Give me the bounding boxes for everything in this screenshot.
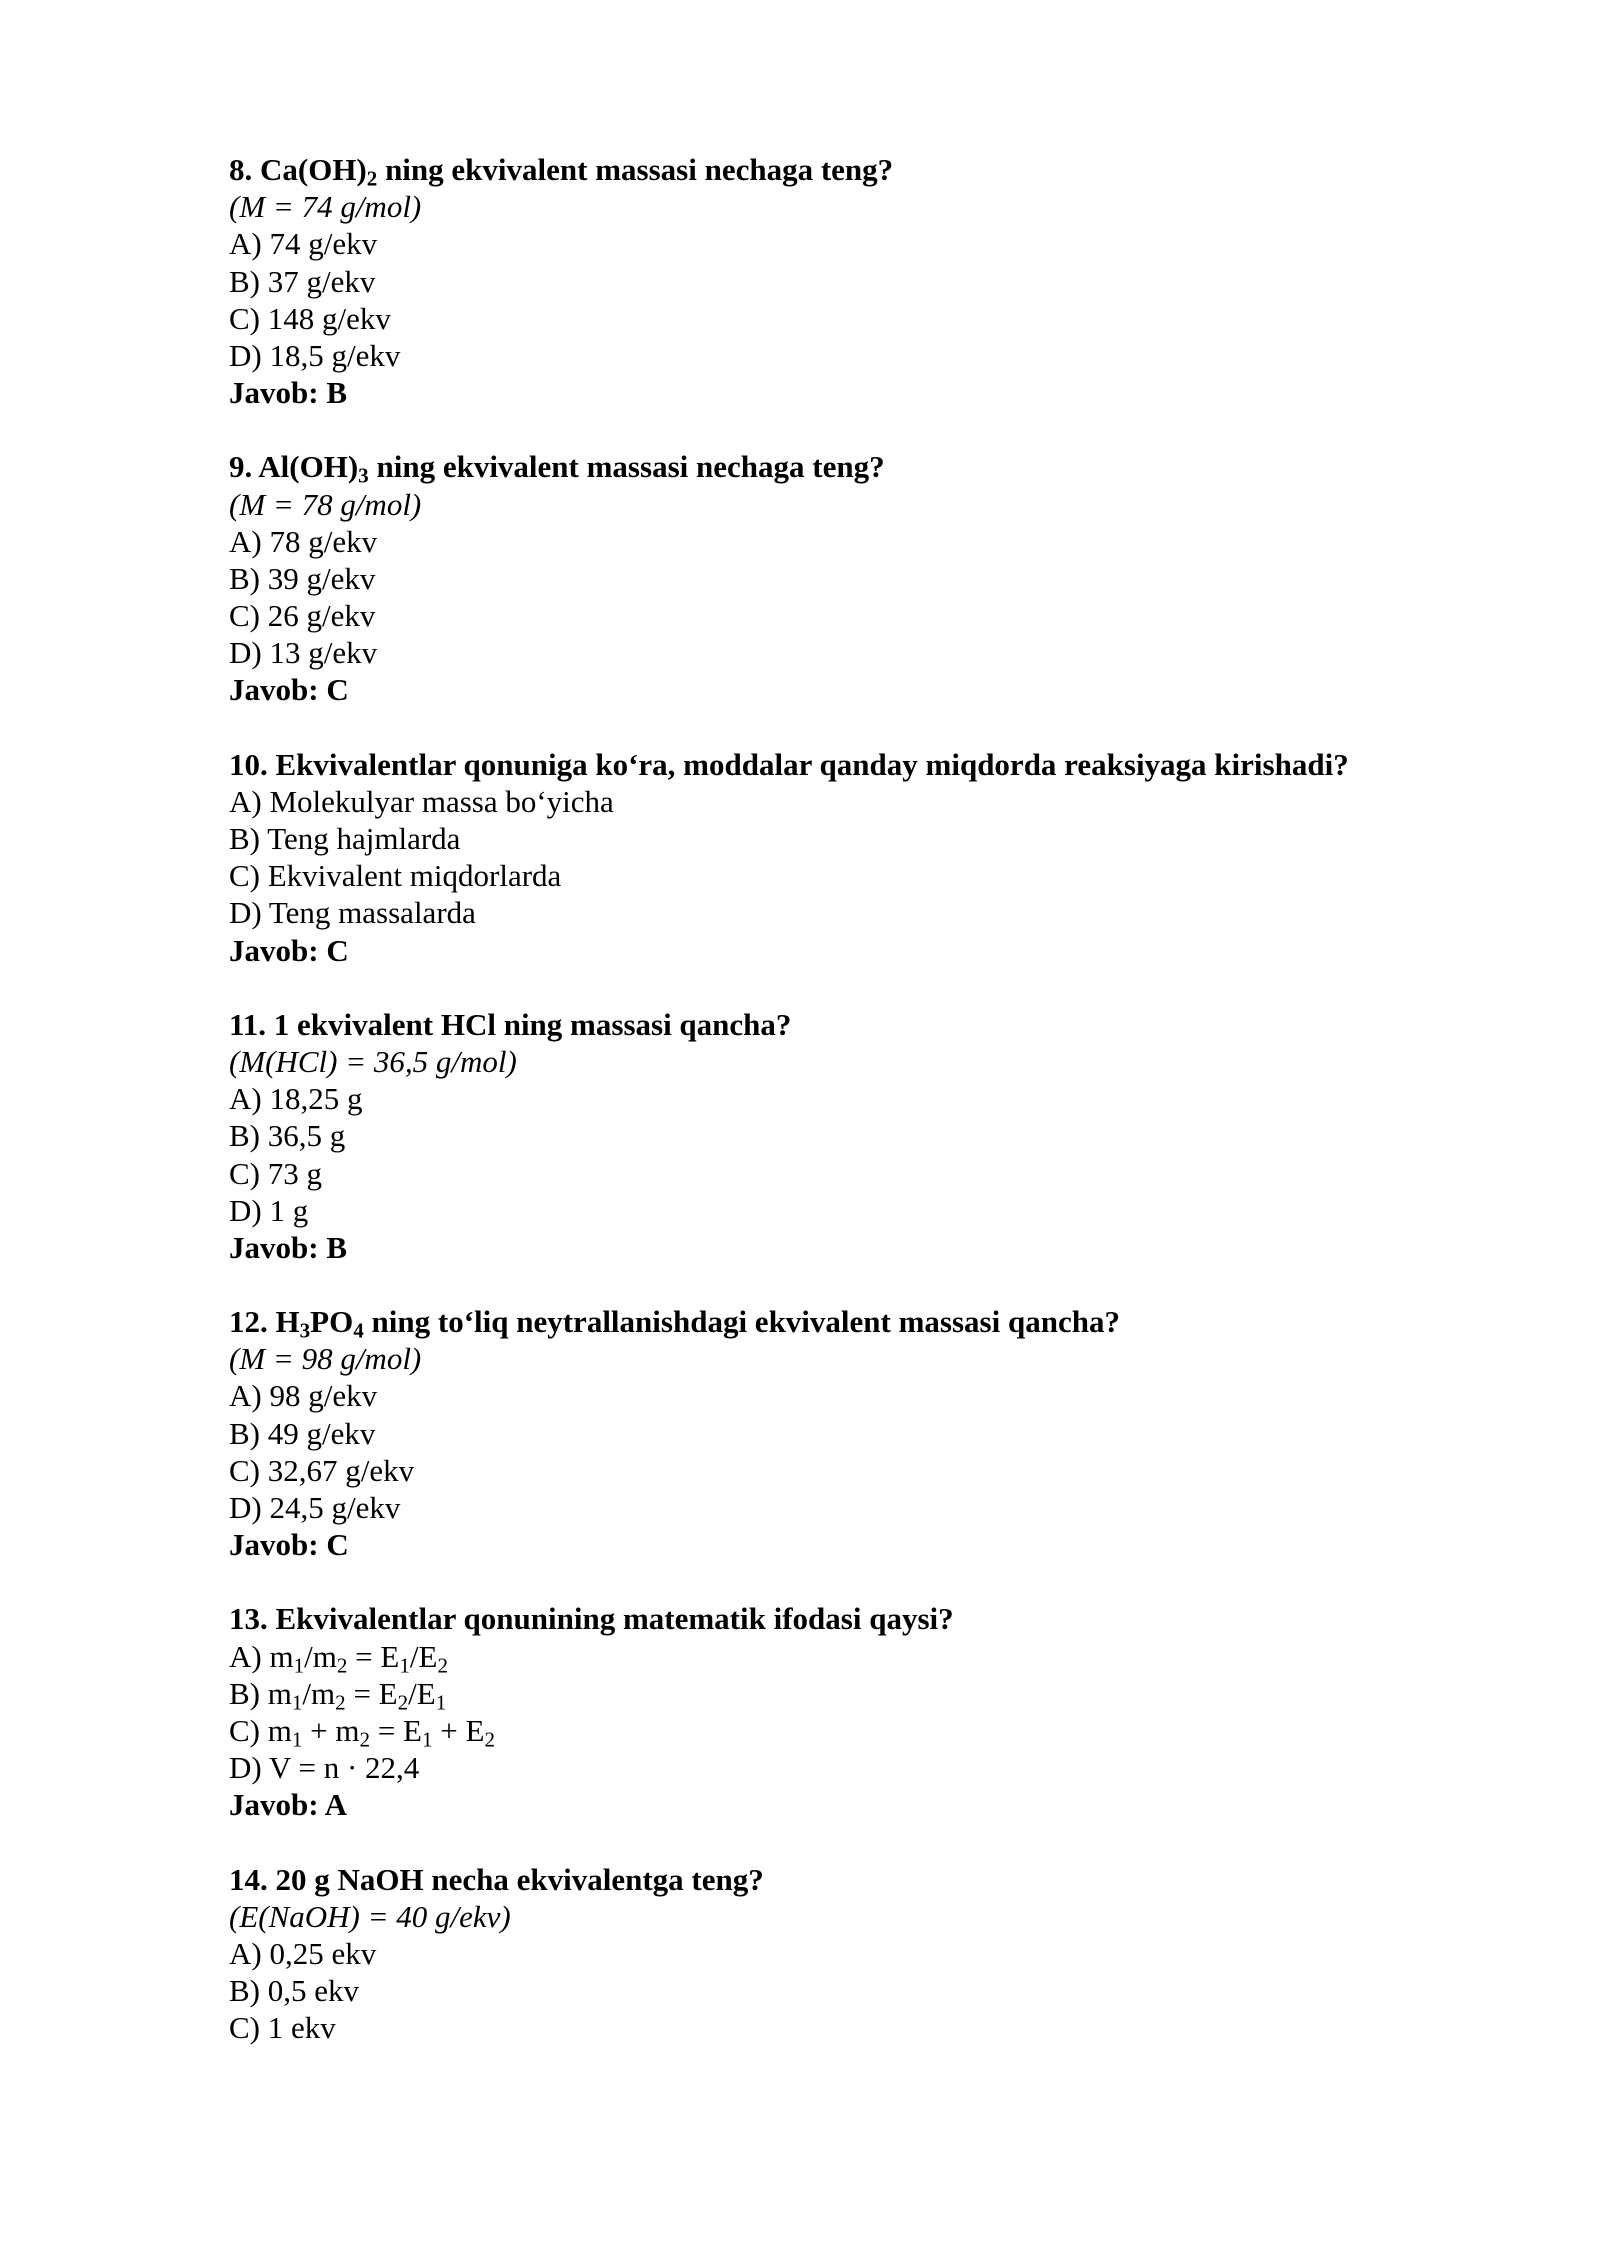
- text-run: B) 37 g/ekv: [229, 263, 376, 299]
- text-run: A) m: [229, 1638, 294, 1674]
- subscript: 3: [358, 463, 369, 488]
- question-title: [229, 151, 1489, 191]
- text-run: PO: [310, 1304, 354, 1340]
- text-run: B) 39 g/ekv: [229, 560, 376, 596]
- answer-option: [229, 1117, 1489, 1154]
- text-run: A) 18,25 g: [229, 1081, 363, 1117]
- text-run: C) 73 g: [229, 1155, 322, 1191]
- subscript: 2: [484, 1727, 496, 1752]
- text-run: = E: [370, 1712, 422, 1748]
- subscript: 2: [335, 1690, 346, 1715]
- document-page: [229, 151, 1489, 2083]
- question-title: [229, 1600, 1489, 1637]
- answer-option: [229, 634, 1489, 671]
- text-run: = E: [347, 1638, 400, 1674]
- answer-key: Javob: C: [229, 1527, 349, 1563]
- text-run: H: [275, 1304, 300, 1340]
- question-number: 8.: [229, 152, 253, 187]
- text-run: A) 74 g/ekv: [229, 226, 378, 262]
- answer-option: [229, 894, 1489, 931]
- answer-option: [229, 1749, 1489, 1786]
- text-run: ning ekvivalent massasi nechaga teng?: [368, 449, 885, 485]
- text-run: /m: [304, 1638, 337, 1674]
- question-title: [229, 1006, 1489, 1043]
- given-value: (M = 78 g/mol): [229, 486, 422, 522]
- text-run: /E: [409, 1638, 438, 1674]
- text-run: Ca(OH): [260, 152, 367, 187]
- question-title: [229, 1861, 1489, 1898]
- subscript: 1: [422, 1727, 433, 1752]
- answer-option: [229, 1192, 1489, 1229]
- text-run: B) Teng hajmlarda: [229, 821, 461, 856]
- answer-option: [229, 2009, 1489, 2046]
- answer-option: [229, 1155, 1489, 1192]
- text-run: C) 148 g/ekv: [229, 300, 391, 336]
- question-number: 9.: [229, 449, 253, 485]
- subscript: 3: [299, 1318, 311, 1343]
- subscript: 1: [293, 1652, 305, 1677]
- subscript: 1: [435, 1690, 447, 1715]
- text-run: 1 ekvivalent HCl ning massasi qancha?: [273, 1006, 792, 1042]
- answer-key: Javob: A: [229, 1787, 347, 1823]
- answer-option: [229, 560, 1489, 597]
- text-run: ning ekvivalent massasi nechaga teng?: [377, 152, 894, 187]
- text-run: C) Ekvivalent miqdorlarda: [229, 858, 562, 894]
- question-title: [229, 746, 1489, 783]
- given-value: (M(HCl) = 36,5 g/mol): [229, 1043, 517, 1079]
- text-run: 20 g NaOH necha ekvivalentga teng?: [275, 1861, 764, 1897]
- subscript: 1: [291, 1727, 303, 1752]
- text-run: Ekvivalentlar qonunining matematik ifodasi qaysi?: [275, 1601, 954, 1637]
- text-run: D) 1 g: [229, 1192, 309, 1228]
- text-run: C) m: [229, 1712, 292, 1748]
- subscript: 2: [336, 1652, 348, 1677]
- text-run: A) Molekulyar massa bo‘yicha: [229, 783, 614, 819]
- text-run: = E: [345, 1675, 398, 1711]
- text-run: Ekvivalentlar qonuniga ko‘ra, moddalar qanday miqdorda reaksiyaga kirishadi?: [275, 746, 1349, 782]
- text-run: A) 98 g/ekv: [229, 1378, 378, 1414]
- answer-option: [229, 1712, 1489, 1752]
- text-run: /m: [302, 1675, 336, 1711]
- answer-option: [229, 523, 1489, 560]
- answer-option: [229, 1377, 1489, 1414]
- subscript: 2: [359, 1727, 371, 1752]
- answer-option: [229, 1452, 1489, 1489]
- text-run: Al(OH): [258, 449, 359, 485]
- subscript: 4: [353, 1318, 364, 1343]
- answer-option: [229, 300, 1489, 337]
- answer-option: [229, 337, 1489, 374]
- question-block: [229, 746, 1489, 969]
- text-run: D) Teng massalarda: [229, 895, 476, 931]
- answer-option: [229, 1489, 1489, 1526]
- given-value: (M = 74 g/mol): [229, 189, 422, 225]
- answer-option: [229, 597, 1489, 634]
- answer-option: [229, 1415, 1489, 1452]
- subscript: 2: [437, 1652, 448, 1677]
- text-run: + m: [302, 1712, 360, 1748]
- question-block: [229, 448, 1489, 708]
- question-block: [229, 151, 1489, 411]
- answer-option: [229, 1638, 1489, 1675]
- question-number: 13.: [229, 1601, 268, 1637]
- answer-key: Javob: B: [229, 375, 347, 411]
- text-run: + E: [432, 1712, 485, 1748]
- question-block: [229, 1006, 1489, 1266]
- subscript: 1: [399, 1652, 410, 1677]
- text-run: D) V = n · 22,4: [229, 1750, 420, 1786]
- text-run: B) 36,5 g: [229, 1118, 346, 1154]
- answer-option: [229, 225, 1489, 262]
- question-block: [229, 1861, 1489, 2047]
- question-number: 14.: [229, 1861, 268, 1897]
- answer-option: [229, 1972, 1489, 2009]
- answer-key: Javob: B: [229, 1229, 347, 1265]
- question-block: [229, 1303, 1489, 1563]
- text-run: /E: [408, 1675, 436, 1711]
- question-title: [229, 1303, 1489, 1343]
- answer-key: Javob: C: [229, 672, 349, 708]
- question-title: [229, 448, 1489, 488]
- answer-option: [229, 263, 1489, 300]
- question-number: 11.: [229, 1006, 267, 1042]
- answer-option: [229, 1675, 1489, 1715]
- answer-option: [229, 1080, 1489, 1117]
- question-number: 12.: [229, 1304, 268, 1340]
- text-run: D) 18,5 g/ekv: [229, 337, 401, 373]
- text-run: B) 0,5 ekv: [229, 1973, 360, 2009]
- subscript: 1: [291, 1690, 303, 1715]
- text-run: A) 78 g/ekv: [229, 523, 378, 559]
- answer-option: [229, 1935, 1489, 1972]
- given-value: (E(NaOH) = 40 g/ekv): [229, 1898, 511, 1934]
- text-run: A) 0,25 ekv: [229, 1935, 377, 1971]
- text-run: B) m: [229, 1675, 292, 1711]
- answer-option: [229, 857, 1489, 894]
- text-run: C) 26 g/ekv: [229, 598, 376, 634]
- text-run: C) 32,67 g/ekv: [229, 1452, 415, 1488]
- text-run: D) 13 g/ekv: [229, 635, 378, 671]
- answer-option: [229, 820, 1489, 857]
- text-run: C) 1 ekv: [229, 2010, 336, 2046]
- text-run: D) 24,5 g/ekv: [229, 1490, 401, 1525]
- given-value: (M = 98 g/mol): [229, 1341, 422, 1377]
- answer-key: Javob: C: [229, 932, 349, 968]
- answer-option: [229, 783, 1489, 820]
- text-run: ning to‘liq neytrallanishdagi ekvivalent massasi qancha?: [363, 1304, 1120, 1340]
- question-number: 10.: [229, 746, 268, 782]
- question-block: [229, 1600, 1489, 1823]
- subscript: 2: [366, 166, 378, 191]
- text-run: B) 49 g/ekv: [229, 1415, 376, 1451]
- subscript: 2: [397, 1690, 409, 1715]
